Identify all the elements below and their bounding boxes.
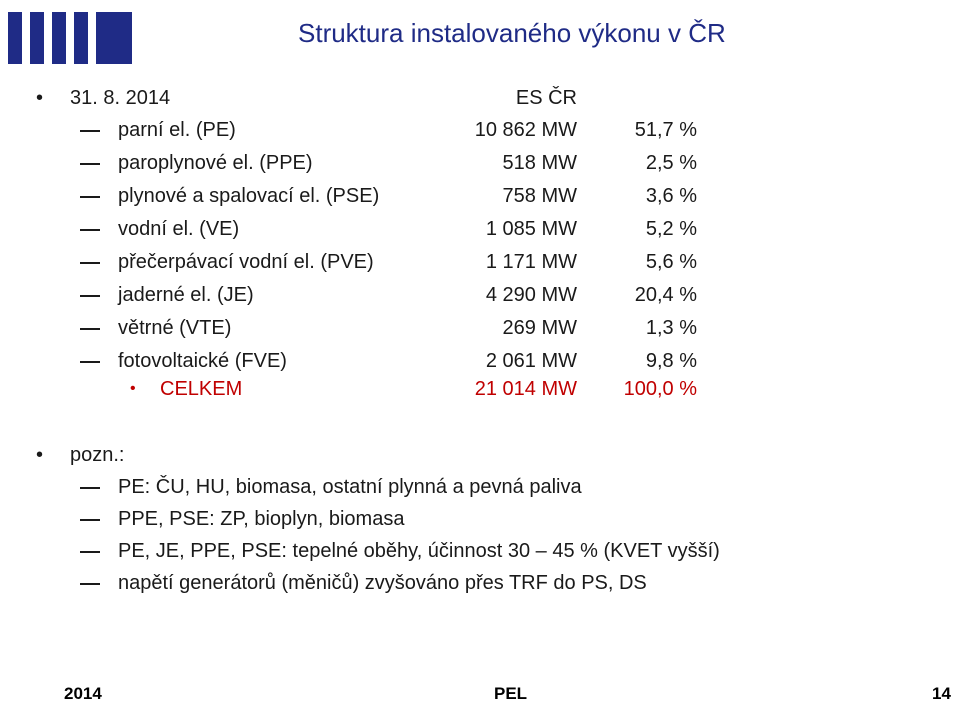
source-power: 758 MW — [502, 185, 577, 207]
source-row — [0, 280, 960, 310]
footer-year: 2014 — [64, 684, 102, 703]
source-label: větrné (VTE) — [118, 317, 232, 339]
dash-bullet — [80, 229, 100, 231]
source-power: 4 290 MW — [485, 284, 577, 306]
dash-bullet — [80, 295, 100, 297]
source-label: přečerpávací vodní el. (PVE) — [118, 251, 374, 273]
dash-bullet — [80, 262, 100, 264]
source-label: paroplynové el. (PPE) — [118, 152, 313, 174]
logo-bar — [74, 12, 88, 64]
bullet: • — [36, 87, 44, 109]
notes-heading-row — [0, 440, 960, 470]
source-label: vodní el. (VE) — [118, 218, 240, 240]
note-row — [0, 536, 960, 566]
dash-bullet — [80, 196, 100, 198]
bullet: • — [130, 380, 136, 397]
total-power: 21 014 MW — [474, 378, 577, 400]
note-text: napětí generátorů (měničů) zvyšováno přes TRF do PS, DS — [118, 572, 647, 594]
notes-heading: pozn.: — [70, 444, 125, 466]
source-label: jaderné el. (JE) — [118, 284, 254, 306]
logo-bar — [8, 12, 22, 64]
logo-bar — [52, 12, 66, 64]
note-text: PPE, PSE: ZP, bioplyn, biomasa — [118, 508, 405, 530]
source-share: 5,2 % — [645, 218, 697, 240]
source-share: 3,6 % — [645, 185, 697, 207]
dash-bullet — [80, 361, 100, 363]
source-power: 1 085 MW — [485, 218, 577, 240]
source-share: 9,8 % — [645, 350, 697, 372]
footer-course: PEL — [494, 684, 528, 703]
dash-bullet — [80, 163, 100, 165]
total-label: CELKEM — [160, 378, 243, 400]
dash-bullet — [80, 130, 100, 132]
note-text: PE, JE, PPE, PSE: tepelné oběhy, účinnost 30 – 45 % (KVET vyšší) — [118, 540, 720, 562]
source-row — [0, 313, 960, 343]
source-power: 10 862 MW — [474, 119, 577, 141]
dash-bullet — [80, 328, 100, 330]
source-power: 1 171 MW — [485, 251, 577, 273]
source-power: 2 061 MW — [485, 350, 577, 372]
source-share: 2,5 % — [645, 152, 697, 174]
source-label: parní el. (PE) — [118, 119, 236, 141]
date-label: 31. 8. 2014 — [70, 87, 171, 109]
source-power: 269 MW — [502, 317, 577, 339]
logo — [8, 12, 132, 64]
source-share: 5,6 % — [645, 251, 697, 273]
source-label: fotovoltaické (FVE) — [118, 350, 287, 372]
column-header: ES ČR — [515, 87, 577, 109]
logo-bar — [96, 12, 132, 64]
source-label: plynové a spalovací el. (PSE) — [118, 185, 380, 207]
note-row — [0, 504, 960, 534]
source-share: 20,4 % — [634, 284, 697, 306]
logo-bar — [30, 12, 44, 64]
source-row — [0, 148, 960, 178]
source-row — [0, 181, 960, 211]
note-row — [0, 472, 960, 502]
dash-bullet — [80, 583, 100, 585]
total-row — [0, 374, 960, 404]
dash-bullet — [80, 487, 100, 489]
bullet: • — [36, 444, 44, 466]
dash-bullet — [80, 551, 100, 553]
source-row — [0, 247, 960, 277]
source-row — [0, 346, 960, 376]
slide-title: Struktura instalovaného výkonu v ČR — [298, 18, 726, 48]
source-row — [0, 115, 960, 145]
note-row — [0, 568, 960, 598]
source-share: 1,3 % — [645, 317, 697, 339]
source-row — [0, 214, 960, 244]
dash-bullet — [80, 519, 100, 521]
total-share: 100,0 % — [623, 378, 697, 400]
page-number: 14 — [932, 684, 951, 703]
source-share: 51,7 % — [634, 119, 697, 141]
note-text: PE: ČU, HU, biomasa, ostatní plynná a pevná paliva — [118, 476, 582, 498]
source-power: 518 MW — [502, 152, 577, 174]
date-row — [0, 83, 960, 113]
